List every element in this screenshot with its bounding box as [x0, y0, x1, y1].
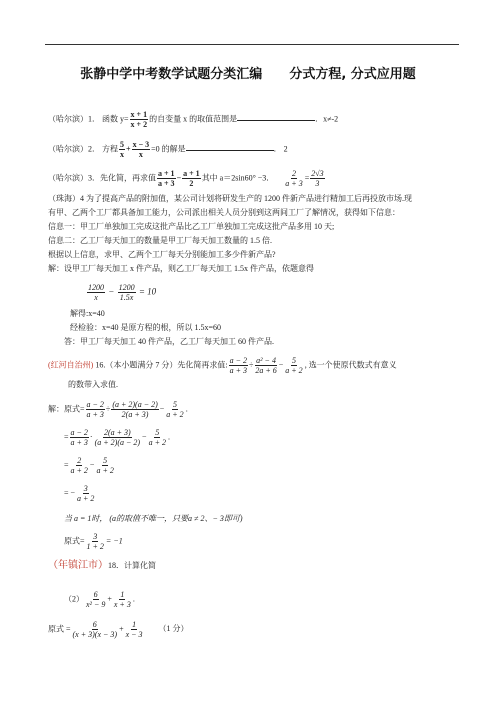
- page-title: 张静中学中考数学试题分类汇编 分式方程, 分式应用题: [80, 67, 416, 82]
- q4-line-6: 解：设甲工厂每天加工 x 件产品，则乙工厂每天加工 1.5x 件产品，依题意得: [48, 264, 314, 273]
- q1-prefix: （哈尔滨）1． 函数 y=: [48, 114, 129, 124]
- question-18: [48, 561, 156, 571]
- q3-prefix: （哈尔滨）3．先化简，再求值: [48, 173, 156, 183]
- q2-text: =0 的解是: [151, 144, 186, 154]
- q2-fraction-2: $\frac{x - 3}{x}$: [132, 140, 150, 159]
- q4-line-4: 信息二：乙工厂每天加工的数量是甲工厂每天加工数量的 1.5 倍.: [48, 236, 272, 245]
- q18-p2-frac-2: $\frac{1}{x + 3}$: [113, 590, 131, 609]
- q4-line-5: 根据以上信息，求甲、乙两个工厂每天分别能加工多少件新产品?: [48, 250, 276, 259]
- q18-res-frac-1: $\frac{6}{(x + 3)(x - 3)}$: [72, 620, 118, 639]
- q16-step-1: 解：原式= $\frac{a - 2}{a + 3}$ ÷ $\frac{(a + 2)(a - 2)}{2(a + 3)}$ − $\frac{5}{a + 2}$ .: [48, 400, 188, 419]
- q18-res-frac-2: $\frac{1}{x - 3}$: [125, 620, 143, 639]
- q16-s2-frac-1: $\frac{a - 2}{a + 3}$: [70, 428, 88, 447]
- question-16: (红河自治州) 16.（本小题满分 7 分）先化简再求值: $\frac{a - 2}{a + 3}$ ÷ $\frac{\text{a² − 4}}{2a + 6}$ − $\frac{5}{a + 2}$ , 选一个使原代数式有意义: [48, 356, 397, 375]
- q4-line-1: （珠海）4 为了提高产品的附加值，某公司计划将研发生产的 1200 件新产品进行精加工后再投放市场.现: [48, 194, 412, 203]
- q16-s2-frac-3: $\frac{5}{a + 2}$: [148, 428, 166, 447]
- q4-check: 经检验：x=40 是原方程的根，所以 1.5x=60: [70, 323, 222, 332]
- q4-line-3: 信息一：甲工厂单独加工完成这批产品比乙工厂单独加工完成这批产品多用 10 天;: [48, 222, 335, 231]
- q3-fraction-4: $\frac{2√3}{3}$: [311, 169, 324, 188]
- q18-source: （年镇江市）: [48, 560, 108, 571]
- q18-result: 原式 = $\frac{6}{(x + 3)(x - 3)}$ + $\frac{1}{x - 3}$ （1 分）: [48, 620, 189, 639]
- question-3: （哈尔滨）3．先化简，再求值 $\frac{a + 1}{a + 3}$ − $\frac{a + 1}{2}$ 其中 a＝2sin60° −3． $\frac{2}{a + 3}$ = $\frac{2√3}{3}$: [48, 169, 324, 188]
- q1-answer-blank: [237, 112, 315, 121]
- q1-answer: ．x≠-2: [315, 114, 339, 124]
- header-rule: [45, 44, 459, 45]
- q16-s4-frac: $\frac{3}{a + 2}$: [77, 484, 95, 503]
- q16-step-3: = $\frac{2}{a + 2}$ − $\frac{5}{a + 2}$: [64, 456, 114, 475]
- q3-text: 其中 a＝2sin60° −3．: [201, 173, 275, 183]
- q3-fraction-2: $\frac{a + 1}{2}$: [183, 169, 200, 188]
- q16-source: (红河自治州): [48, 360, 94, 370]
- q1-fraction: $\frac{x + 1}{x + 2}$: [130, 110, 148, 129]
- q4-equation: $\frac{1200}{x}$ − $\frac{1200}{1.5x}$ = 10: [88, 283, 157, 302]
- q2-prefix: （哈尔滨）2． 方程: [48, 144, 118, 154]
- q16-s2-frac-2: $\frac{2(a + 3)}{(a + 2)(a - 2)}$: [94, 428, 141, 447]
- q2-answer-blank: [186, 142, 274, 151]
- q3-fraction-1: $\frac{a + 1}{a + 3}$: [158, 169, 175, 188]
- q4-line-2: 有甲、乙两个工厂都具备加工能力，公司派出相关人员分别到这两间工厂了解情况，获得如下信息：: [48, 208, 400, 217]
- q3-fraction-3: $\frac{2}{a + 3}$: [285, 169, 303, 188]
- q16-fraction-3: $\frac{5}{a + 2}$: [285, 356, 303, 375]
- q16-s1-frac-3: $\frac{5}{a + 2}$: [166, 400, 184, 419]
- q4-answer: 答：甲工厂每天加工 40 件产品，乙工厂每天加工 60 件产品.: [64, 337, 274, 346]
- q16-text-3: 的数带入求值.: [68, 380, 118, 389]
- q2-answer: ． 2: [273, 144, 288, 154]
- q16-when: 当 a = 1时， (a的取值不唯一，只要a ≠ 2、− 3即可): [64, 514, 243, 523]
- q16-step-2: = $\frac{a - 2}{a + 3}$ · $\frac{2(a + 3)}{(a + 2)(a - 2)}$ − $\frac{5}{a + 2}$ .: [64, 428, 170, 447]
- q16-final-frac: $\frac{3}{1 + 2}$: [86, 532, 104, 551]
- q2-fraction-1: $\frac{5}{x}$: [120, 140, 124, 159]
- question-2: （哈尔滨）2． 方程 $\frac{5}{x}$ + $\frac{x - 3}{x}$ =0 的解是 ． 2: [48, 140, 288, 159]
- q16-step-4: = − $\frac{3}{a + 2}$: [64, 484, 95, 503]
- q16-text: 16.（本小题满分 7 分）先化简再求值:: [93, 360, 228, 370]
- q18-text: 18．计算化简: [108, 561, 156, 570]
- q16-fraction-2: $\frac{\text{a² − 4}}{2a + 6}$: [255, 356, 277, 375]
- q18-part-2: （2） $\frac{6}{\text{x² − 9}}$ + $\frac{1}{x + 3}$ .: [64, 590, 135, 609]
- q16-final: 原式= $\frac{3}{1 + 2}$ = −1: [64, 532, 123, 551]
- q4-eq-fraction-2: $\frac{1200}{1.5x}$: [118, 283, 135, 302]
- q4-solve: 解得:x=40: [70, 309, 105, 318]
- q16-fraction-1: $\frac{a - 2}{a + 3}$: [229, 356, 247, 375]
- q1-text: 的自变量 x 的取值范围是: [149, 114, 238, 124]
- q4-eq-fraction-1: $\frac{1200}{x}$: [88, 283, 104, 302]
- q16-text-2: , 选一个使原代数式有意义: [304, 360, 397, 370]
- q18-p2-frac-1: $\frac{6}{\text{x² − 9}}$: [86, 590, 106, 609]
- q16-s3-frac-1: $\frac{2}{a + 2}$: [70, 456, 88, 475]
- q16-s1-frac-1: $\frac{a - 2}{a + 3}$: [86, 400, 104, 419]
- q16-s1-frac-2: $\frac{(a + 2)(a - 2)}{2(a + 3)}$: [112, 400, 158, 419]
- q16-s3-frac-2: $\frac{5}{a + 2}$: [96, 456, 114, 475]
- question-1: [48, 110, 338, 129]
- q18-score: （1 分）: [158, 624, 189, 634]
